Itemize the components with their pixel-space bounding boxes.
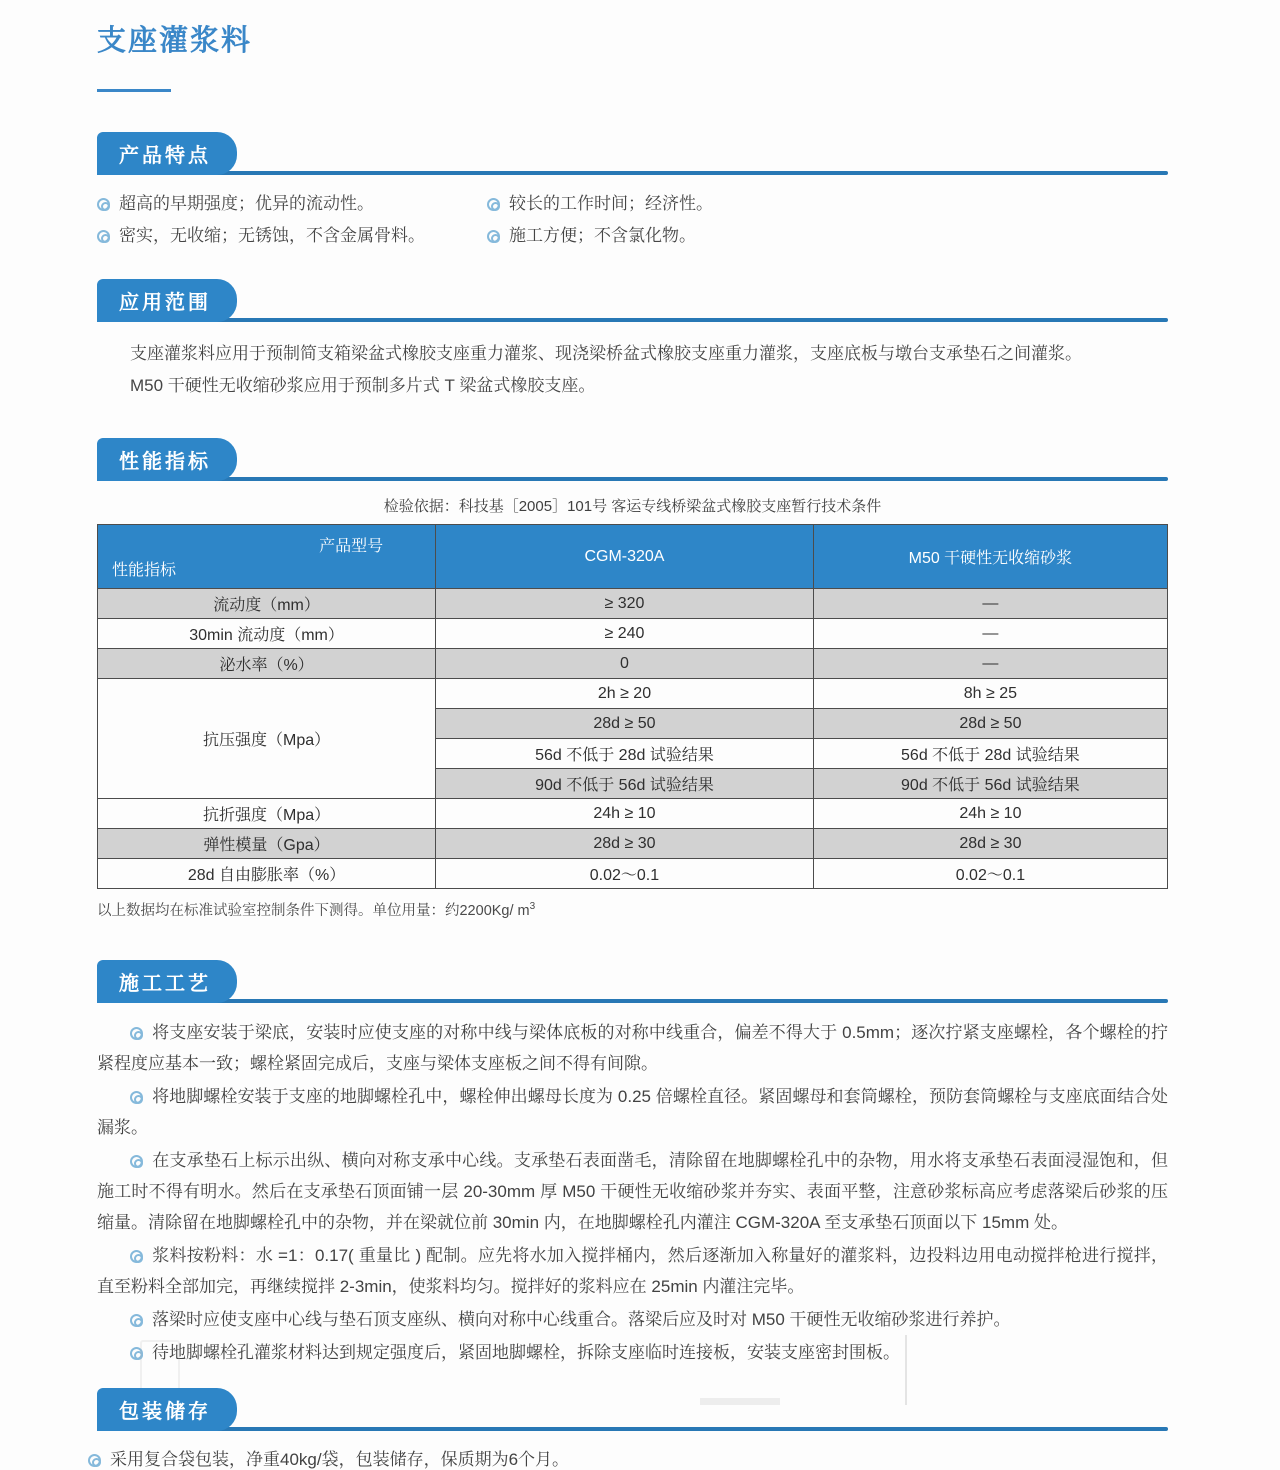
- ring-bullet-icon: [97, 230, 110, 243]
- section-rule: [97, 171, 1168, 175]
- list-item: [97, 1145, 1168, 1238]
- section-banner-performance: 性能指标: [97, 438, 237, 481]
- section-rule: [97, 999, 1168, 1003]
- cell-value: 24h ≥ 10: [436, 799, 814, 829]
- feature-text: 超高的早期强度；优异的流动性。: [119, 194, 374, 213]
- row-label: 30min 流动度（mm）: [98, 619, 436, 649]
- construction-steps: [97, 1017, 1168, 1368]
- packaging-list: [88, 1445, 1168, 1470]
- section-performance-header: [97, 438, 1168, 481]
- table-row: [98, 679, 1168, 709]
- list-item: [97, 221, 487, 253]
- section-banner-application: 应用范围: [97, 279, 237, 322]
- row-label: 弹性模量（Gpa）: [98, 829, 436, 859]
- cell-value: —: [813, 649, 1167, 679]
- cell-value: 24h ≥ 10: [813, 799, 1167, 829]
- cell-value: 0: [436, 649, 814, 679]
- table-row: [98, 799, 1168, 829]
- cell-value: 90d 不低于 56d 试验结果: [813, 769, 1167, 799]
- section-construction-header: [97, 960, 1168, 1003]
- table-row: [98, 619, 1168, 649]
- ring-bullet-icon: [130, 1091, 143, 1104]
- table-row: [98, 589, 1168, 619]
- cell-value: —: [813, 589, 1167, 619]
- cell-value: ≥ 240: [436, 619, 814, 649]
- cell-value: 28d ≥ 30: [813, 829, 1167, 859]
- cell-value: 0.02～0.1: [813, 859, 1167, 889]
- ring-bullet-icon: [487, 230, 500, 243]
- section-banner-construction: 施工工艺: [97, 960, 237, 1003]
- ring-bullet-icon: [130, 1027, 143, 1040]
- section-rule: [97, 477, 1168, 481]
- column-header-cgm320a: CGM-320A: [436, 525, 814, 589]
- application-text: [97, 338, 1168, 402]
- inspection-basis: 检验依据：科技基［2005］101号 客运专线桥梁盆式橡胶支座暂行技术条件: [383, 498, 882, 515]
- table-footnote: [97, 899, 1168, 920]
- ring-bullet-icon: [130, 1347, 143, 1360]
- ring-bullet-icon: [130, 1155, 143, 1168]
- cell-value: 28d ≥ 30: [436, 829, 814, 859]
- cell-value: 90d 不低于 56d 试验结果: [436, 769, 814, 799]
- application-line: M50 干硬性无收缩砂浆应用于预制多片式 T 梁盆式橡胶支座。: [130, 376, 596, 395]
- packaging-text: 采用复合袋包装，净重40kg/袋，包装储存，保质期为6个月。: [110, 1450, 570, 1469]
- cell-value: 28d ≥ 50: [813, 709, 1167, 739]
- footnote-superscript: 3: [529, 901, 536, 913]
- section-features-header: [97, 132, 1168, 175]
- table-row: [98, 649, 1168, 679]
- column-header-m50: M50 干硬性无收缩砂浆: [813, 525, 1167, 589]
- ring-bullet-icon: [88, 1454, 101, 1467]
- table-row: [98, 829, 1168, 859]
- section-banner-features: 产品特点: [97, 132, 237, 175]
- diag-label-product-model: 产品型号: [319, 538, 384, 555]
- cell-value: 2h ≥ 20: [436, 679, 814, 709]
- ring-bullet-icon: [487, 198, 500, 211]
- features-list: [97, 189, 1168, 253]
- list-item: [97, 1081, 1168, 1143]
- feature-text: 密实，无收缩；无锈蚀，不含金属骨料。: [119, 226, 425, 245]
- cell-value: 8h ≥ 25: [813, 679, 1167, 709]
- table-header-row: [98, 525, 1168, 589]
- cell-value: ≥ 320: [436, 589, 814, 619]
- application-line: 支座灌浆料应用于预制简支箱梁盆式橡胶支座重力灌浆、现浇梁桥盆式橡胶支座重力灌浆，支座底板与墩台支承垫石之间灌浆。: [130, 344, 1082, 363]
- row-label: 泌水率（%）: [98, 649, 436, 679]
- feature-text: 施工方便；不含氯化物。: [509, 226, 696, 245]
- step-text: 将支座安装于梁底，安装时应使支座的对称中线与梁体底板的对称中线重合，偏差不得大于 0.5mm；逐次拧紧支座螺栓，各个螺栓的拧紧程度应基本一致；螺栓紧固完成后，支座与梁体支座板之间不得有间隙。: [97, 1023, 1168, 1073]
- step-text: 待地脚螺栓孔灌浆材料达到规定强度后，紧固地脚螺栓，拆除支座临时连接板，安装支座密封围板。: [152, 1343, 900, 1362]
- section-rule: [97, 318, 1168, 322]
- list-item: [97, 189, 487, 221]
- section-rule: [97, 1427, 1168, 1431]
- row-label: 28d 自由膨胀率（%）: [98, 859, 436, 889]
- section-banner-packaging: 包装储存: [97, 1388, 237, 1431]
- step-text: 落梁时应使支座中心线与垫石顶支座纵、横向对称中心线重合。落梁后应及时对 M50 干硬性无收缩砂浆进行养护。: [152, 1310, 1011, 1329]
- cell-value: 56d 不低于 28d 试验结果: [813, 739, 1167, 769]
- cell-value: 28d ≥ 50: [436, 709, 814, 739]
- step-text: 将地脚螺栓安装于支座的地脚螺栓孔中，螺栓伸出螺母长度为 0.25 倍螺栓直径。紧固螺母和套筒螺栓，预防套筒螺栓与支座底面结合处漏浆。: [97, 1087, 1168, 1137]
- diagonal-header-cell: [98, 525, 436, 589]
- list-item: [487, 189, 1168, 221]
- footnote-text: 以上数据均在标准试验室控制条件下测得。单位用量：约2200Kg/ m: [97, 903, 530, 919]
- table-row: [98, 859, 1168, 889]
- section-application-header: [97, 279, 1168, 322]
- cell-value: 56d 不低于 28d 试验结果: [436, 739, 814, 769]
- row-label: 流动度（mm）: [98, 589, 436, 619]
- ring-bullet-icon: [130, 1250, 143, 1263]
- list-item: [97, 1017, 1168, 1079]
- list-item: [97, 1240, 1168, 1302]
- cell-value: —: [813, 619, 1167, 649]
- list-item: [97, 1337, 1168, 1368]
- list-item: [97, 1304, 1168, 1335]
- page-title: 支座灌浆料: [97, 25, 253, 57]
- feature-text: 较长的工作时间；经济性。: [509, 194, 713, 213]
- row-label-compressive-strength: 抗压强度（Mpa）: [98, 679, 436, 799]
- row-label: 抗折强度（Mpa）: [98, 799, 436, 829]
- section-packaging-header: [97, 1388, 1168, 1431]
- performance-table: [97, 524, 1168, 889]
- step-text: 在支承垫石上标示出纵、横向对称支承中心线。支承垫石表面凿毛，清除留在地脚螺栓孔中的杂物，用水将支承垫石表面浸湿饱和，但施工时不得有明水。然后在支承垫石顶面铺一层 20-30mm 厚 M50 干硬性无收缩砂浆并夯实、表面平整，注意砂浆标高应考虑落梁后砂浆的压缩量。清除留在地脚螺栓孔中的杂物，并在梁就位前 30min 内，在地脚螺栓孔内灌注 CGM-320A 至支承垫石顶面以下 15mm 处。: [97, 1151, 1168, 1232]
- diag-label-performance-index: 性能指标: [112, 562, 177, 579]
- step-text: 浆料按粉料：水 =1：0.17( 重量比 ) 配制。应先将水加入搅拌桶内，然后逐渐加入称量好的灌浆料，边投料边用电动搅拌枪进行搅拌，直至粉料全部加完，再继续搅拌 2-3min，使浆料均匀。搅拌好的浆料应在 25min 内灌注完毕。: [97, 1246, 1168, 1296]
- cell-value: 0.02～0.1: [436, 859, 814, 889]
- ring-bullet-icon: [130, 1314, 143, 1327]
- ring-bullet-icon: [97, 198, 110, 211]
- list-item: [487, 221, 1168, 253]
- title-underline: [97, 89, 171, 92]
